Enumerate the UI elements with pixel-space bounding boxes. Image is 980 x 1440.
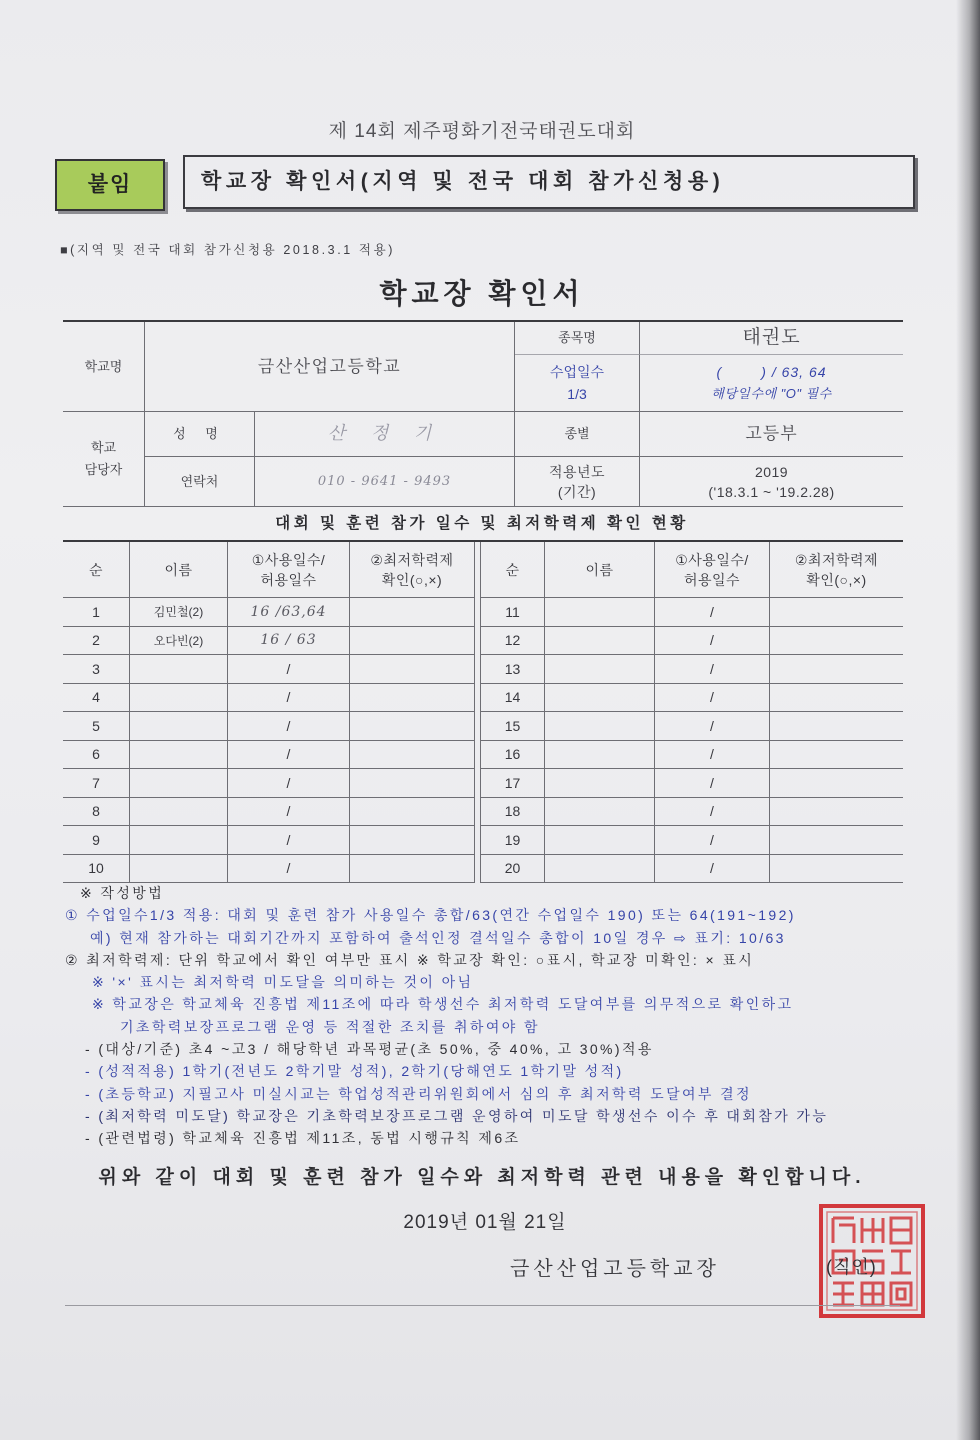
note-item: - (최저학력 미도달) 학교장은 기초학력보장프로그램 운영하여 미도달 학생선수 이수 후 대회참가 가능 xyxy=(85,1107,829,1124)
header-used-days-line1: ①사용일수/ xyxy=(675,551,749,568)
used-days-cell: / xyxy=(655,855,770,884)
note-item: - (관련법령) 학교체육 진흥법 제11조, 동법 시행규칙 제6조 xyxy=(85,1130,521,1147)
min-academic-check-cell xyxy=(770,826,903,855)
student-name-cell xyxy=(130,798,228,827)
class-days-label xyxy=(515,355,640,412)
school-info-table xyxy=(63,320,903,507)
applicable-year-label-line1: 적용년도 xyxy=(548,463,606,480)
row-number-cell: 4 xyxy=(63,684,130,713)
min-academic-check-cell xyxy=(350,627,475,656)
student-name-cell xyxy=(130,826,228,855)
student-name-cell xyxy=(545,684,655,713)
min-academic-check-cell xyxy=(350,769,475,798)
header-used-days-line1: ①사용일수/ xyxy=(251,551,326,568)
table-row xyxy=(63,769,903,798)
class-days-label-line2: 1/3 xyxy=(567,386,587,402)
student-name-cell xyxy=(545,769,655,798)
table-row xyxy=(63,741,903,770)
student-name-cell xyxy=(545,655,655,684)
used-days-cell: / xyxy=(228,655,350,684)
class-days-cell xyxy=(640,355,903,412)
row-number-cell: 19 xyxy=(481,826,545,855)
header-min-academic-check xyxy=(350,542,475,598)
used-days-cell: / xyxy=(655,655,770,684)
header-no-right: 순 xyxy=(481,542,545,598)
student-name-cell xyxy=(545,627,655,656)
row-number-cell: 1 xyxy=(63,598,130,627)
student-name-cell: 오다빈(2) xyxy=(130,627,228,656)
row-number-cell: 20 xyxy=(481,855,545,884)
table-row xyxy=(63,598,903,627)
note-item: - (대상/기준) 초4 ~고3 / 해당학년 과목평균(초 50%, 중 40%, 고 30%)적용 xyxy=(85,1041,654,1058)
note-item: ② 최저학력제: 단위 학교에서 확인 여부만 표시 ※ 학교장 확인: ○표시, 학교장 미확인: × 표시 xyxy=(65,951,755,968)
sport-value: 태권도 xyxy=(640,322,903,355)
student-name-cell xyxy=(545,741,655,770)
min-academic-check-cell xyxy=(770,684,903,713)
bottom-rule xyxy=(65,1305,900,1306)
row-number-cell: 9 xyxy=(63,826,130,855)
row-number-cell: 2 xyxy=(63,627,130,656)
document-title: 학교장 확인서 xyxy=(379,278,585,309)
sport-label: 종목명 xyxy=(515,322,640,355)
used-days-cell: / xyxy=(228,769,350,798)
student-name-cell xyxy=(130,769,228,798)
student-name-cell xyxy=(545,826,655,855)
min-academic-check-cell xyxy=(350,684,475,713)
applicable-period-value: ('18.3.1 ~ '19.2.28) xyxy=(708,483,835,500)
min-academic-check-cell xyxy=(350,798,475,827)
student-name-cell xyxy=(130,655,228,684)
participation-table-title: 대회 및 훈련 참가 일수 및 최저학력제 확인 현황 xyxy=(275,515,689,532)
row-number-cell: 10 xyxy=(63,855,130,884)
row-number-cell: 16 xyxy=(481,741,545,770)
table-row xyxy=(63,627,903,656)
min-academic-check-cell xyxy=(770,855,903,884)
student-name-cell xyxy=(545,798,655,827)
table-row xyxy=(63,712,903,741)
applicable-year-label-line2: (기간) xyxy=(557,483,597,500)
used-days-cell: / xyxy=(228,684,350,713)
student-name-cell xyxy=(545,855,655,884)
header-min-academic-check-right xyxy=(770,542,903,598)
min-academic-check-cell xyxy=(350,855,475,884)
min-academic-check-cell xyxy=(350,741,475,770)
student-name-cell xyxy=(130,741,228,770)
note-item: ※ 학교장은 학교체육 진흥법 제11조에 따라 학생선수 최저학력 도달여부를 의무적으로 확인하고 xyxy=(92,996,794,1013)
manager-label xyxy=(63,412,145,507)
min-academic-check-cell xyxy=(770,598,903,627)
class-days-note: 해당일수에 "O" 필수 xyxy=(711,386,832,401)
note-item: - (초등학교) 지필고사 미실시교는 학업성적관리위원회에서 심의 후 최저학력 도달여부 결정 xyxy=(85,1085,752,1102)
used-days-cell: / xyxy=(228,798,350,827)
seal-label: (직인) xyxy=(826,1257,877,1277)
row-number-cell: 12 xyxy=(481,627,545,656)
used-days-cell: / xyxy=(228,855,350,884)
header-used-days xyxy=(228,542,350,598)
student-name-cell xyxy=(545,598,655,627)
school-name-value: 금산산업고등학교 xyxy=(145,322,515,412)
event-title: 제 14회 제주평화기전국태권도대회 xyxy=(328,121,636,142)
class-days-value: ( ) / 63, 64 xyxy=(716,364,827,380)
row-number-cell: 17 xyxy=(481,769,545,798)
header-name: 이름 xyxy=(130,542,228,598)
student-name-cell xyxy=(545,712,655,741)
min-academic-check-cell xyxy=(350,655,475,684)
participation-table xyxy=(63,540,903,883)
applicable-year-label xyxy=(515,457,640,507)
min-academic-check-cell xyxy=(770,655,903,684)
row-number-cell: 6 xyxy=(63,741,130,770)
table-row xyxy=(63,826,903,855)
note-item: ※ '×' 표시는 최저학력 미도달을 의미하는 것이 아님 xyxy=(92,974,474,991)
note-item: 예) 현재 참가하는 대회기간까지 포함하여 출석인정 결석일수 총합이 10일 경우 ⇨ 표기: 10/63 xyxy=(90,929,786,946)
row-number-cell: 5 xyxy=(63,712,130,741)
min-academic-check-cell xyxy=(770,627,903,656)
class-days-label-line1: 수업일수 xyxy=(549,364,605,380)
note-item: ① 수업일수1/3 적용: 대회 및 훈련 참가 사용일수 총합/63(연간 수업일수 190) 또는 64(191~192) xyxy=(65,907,796,924)
header-check-line1: ②최저학력제 xyxy=(370,551,454,568)
row-number-cell: 3 xyxy=(63,655,130,684)
used-days-cell: / xyxy=(655,627,770,656)
header-used-days-right xyxy=(655,542,770,598)
used-days-cell: / xyxy=(655,741,770,770)
used-days-cell: / xyxy=(228,741,350,770)
table-row xyxy=(63,855,903,884)
row-number-cell: 18 xyxy=(481,798,545,827)
min-academic-check-cell xyxy=(350,712,475,741)
used-days-cell: / xyxy=(228,712,350,741)
used-days-cell: 16 / 63 xyxy=(228,627,350,656)
header-used-days-line2: 허용일수 xyxy=(683,571,741,588)
participation-table-body xyxy=(63,598,903,883)
table-header-row xyxy=(63,542,903,598)
division-label: 종별 xyxy=(515,412,640,457)
table-row xyxy=(63,655,903,684)
manager-name-label: 성 명 xyxy=(145,412,255,457)
principal-title: 금산산업고등학교장 xyxy=(510,1258,720,1280)
attachment-label: 붙임 xyxy=(55,159,165,211)
header-used-days-line2: 허용일수 xyxy=(260,571,317,588)
manager-contact-label: 연락처 xyxy=(145,457,255,507)
header-check-line2: 확인(○,×) xyxy=(806,571,867,588)
min-academic-check-cell xyxy=(770,741,903,770)
min-academic-check-cell xyxy=(350,826,475,855)
row-number-cell: 15 xyxy=(481,712,545,741)
writing-instructions xyxy=(0,882,960,1150)
issue-date: 2019년 01월 21일 xyxy=(403,1212,567,1233)
manager-name-value: 산 정 기 xyxy=(255,412,515,457)
min-academic-check-cell xyxy=(770,769,903,798)
used-days-cell: / xyxy=(655,798,770,827)
confirmation-statement: 위와 같이 대회 및 훈련 참가 일수와 최저학력 관련 내용을 확인합니다. xyxy=(98,1167,866,1188)
manager-label-line2: 담당자 xyxy=(84,462,123,477)
header-name-right: 이름 xyxy=(545,542,655,598)
used-days-cell: / xyxy=(655,826,770,855)
used-days-cell: / xyxy=(655,598,770,627)
table-row xyxy=(63,798,903,827)
used-days-cell: / xyxy=(228,826,350,855)
student-name-cell: 김민철(2) xyxy=(130,598,228,627)
table-row xyxy=(63,684,903,713)
row-number-cell: 7 xyxy=(63,769,130,798)
student-name-cell xyxy=(130,712,228,741)
division-value: 고등부 xyxy=(640,412,903,457)
row-number-cell: 11 xyxy=(481,598,545,627)
applicable-year-value: 2019 xyxy=(754,463,789,480)
form-title: 학교장 확인서(지역 및 전국 대회 참가신청용) xyxy=(183,155,915,209)
manager-label-line1: 학교 xyxy=(90,440,117,455)
note-item: 기초학력보장프로그램 운영 등 적절한 조치를 취하여야 함 xyxy=(120,1018,540,1035)
form-usage-note: ■(지역 및 전국 대회 참가신청용 2018.3.1 적용) xyxy=(60,243,396,257)
row-number-cell: 8 xyxy=(63,798,130,827)
row-number-cell: 14 xyxy=(481,684,545,713)
used-days-cell: / xyxy=(655,712,770,741)
used-days-cell: 16 /63,64 xyxy=(228,598,350,627)
min-academic-check-cell xyxy=(770,712,903,741)
header-check-line2: 확인(○,×) xyxy=(381,571,443,588)
min-academic-check-cell xyxy=(770,798,903,827)
header-no: 순 xyxy=(63,542,130,598)
note-item: - (성적적용) 1학기(전년도 2학기말 성적), 2학기(당해연도 1학기말 성적) xyxy=(85,1063,624,1080)
min-academic-check-cell xyxy=(350,598,475,627)
applicable-year-cell xyxy=(640,457,903,507)
student-name-cell xyxy=(130,855,228,884)
header-check-line1: ②최저학력제 xyxy=(794,551,879,568)
note-heading: ※ 작성방법 xyxy=(80,885,165,901)
manager-contact-value: 010 - 9641 - 9493 xyxy=(255,457,515,507)
used-days-cell: / xyxy=(655,769,770,798)
row-number-cell: 13 xyxy=(481,655,545,684)
school-name-label: 학교명 xyxy=(63,322,145,412)
used-days-cell: / xyxy=(655,684,770,713)
student-name-cell xyxy=(130,684,228,713)
